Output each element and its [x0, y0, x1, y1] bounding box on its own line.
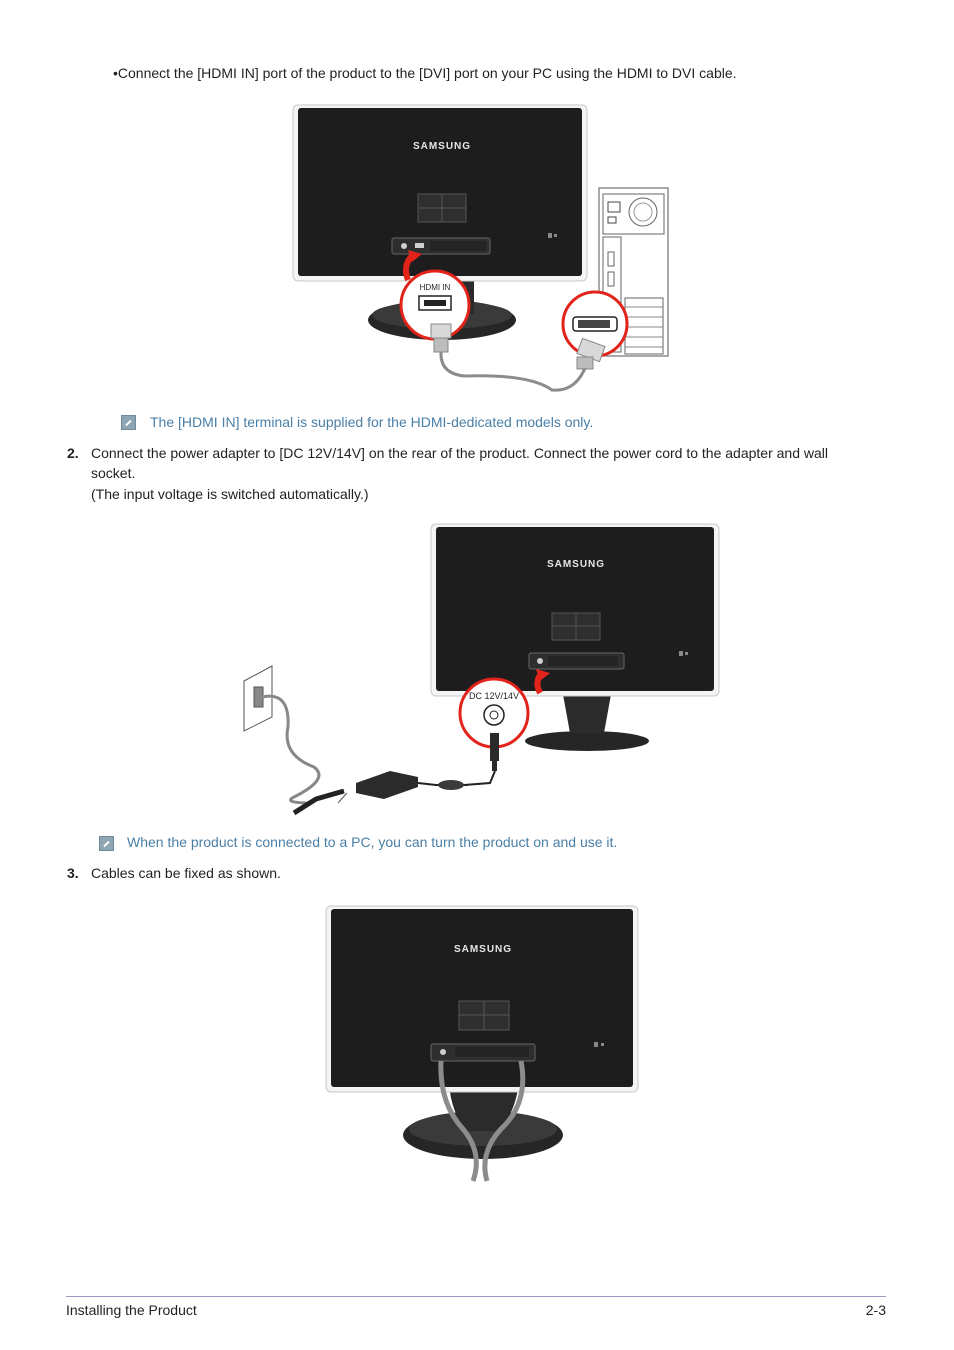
step-number: 3.	[67, 865, 79, 881]
figure-power-connection	[242, 521, 722, 821]
step2-line2: socket.	[91, 465, 136, 481]
samsung-logo: SAMSUNG	[453, 944, 513, 955]
power-adapter	[356, 771, 418, 799]
figure-cable-fixing	[323, 903, 643, 1185]
note-hdmi-terminal: The [HDMI IN] terminal is supplied for the HDMI-dedicated models only.	[150, 414, 594, 430]
samsung-logo: SAMSUNG	[546, 559, 606, 570]
hdmi-in-label: HDMI IN	[419, 283, 451, 292]
samsung-logo: SAMSUNG	[412, 141, 472, 152]
footer-section-title: Installing the Product	[66, 1302, 197, 1318]
page-number: 2-3	[865, 1302, 886, 1318]
footer-divider	[66, 1296, 886, 1297]
hdmi-dvi-cable	[441, 352, 585, 390]
step-number: 2.	[67, 445, 79, 461]
figure-hdmi-dvi-connection	[290, 102, 675, 394]
step2-line3: (The input voltage is switched automatically.)	[91, 486, 369, 502]
note-icon	[121, 415, 136, 430]
note-pc-connected: When the product is connected to a PC, you can turn the product on and use it.	[127, 834, 618, 850]
step2-line1: Connect the power adapter to [DC 12V/14V] on the rear of the product. Connect the power cord to the adapter and wall	[91, 445, 829, 461]
note-icon	[99, 836, 114, 851]
dc-12v-14v-label: DC 12V/14V	[468, 691, 520, 701]
intro-bullet-text: •Connect the [HDMI IN] port of the product to the [DVI] port on your PC using the HDMI to DVI cable.	[113, 65, 737, 81]
step3-text: Cables can be fixed as shown.	[91, 865, 281, 881]
